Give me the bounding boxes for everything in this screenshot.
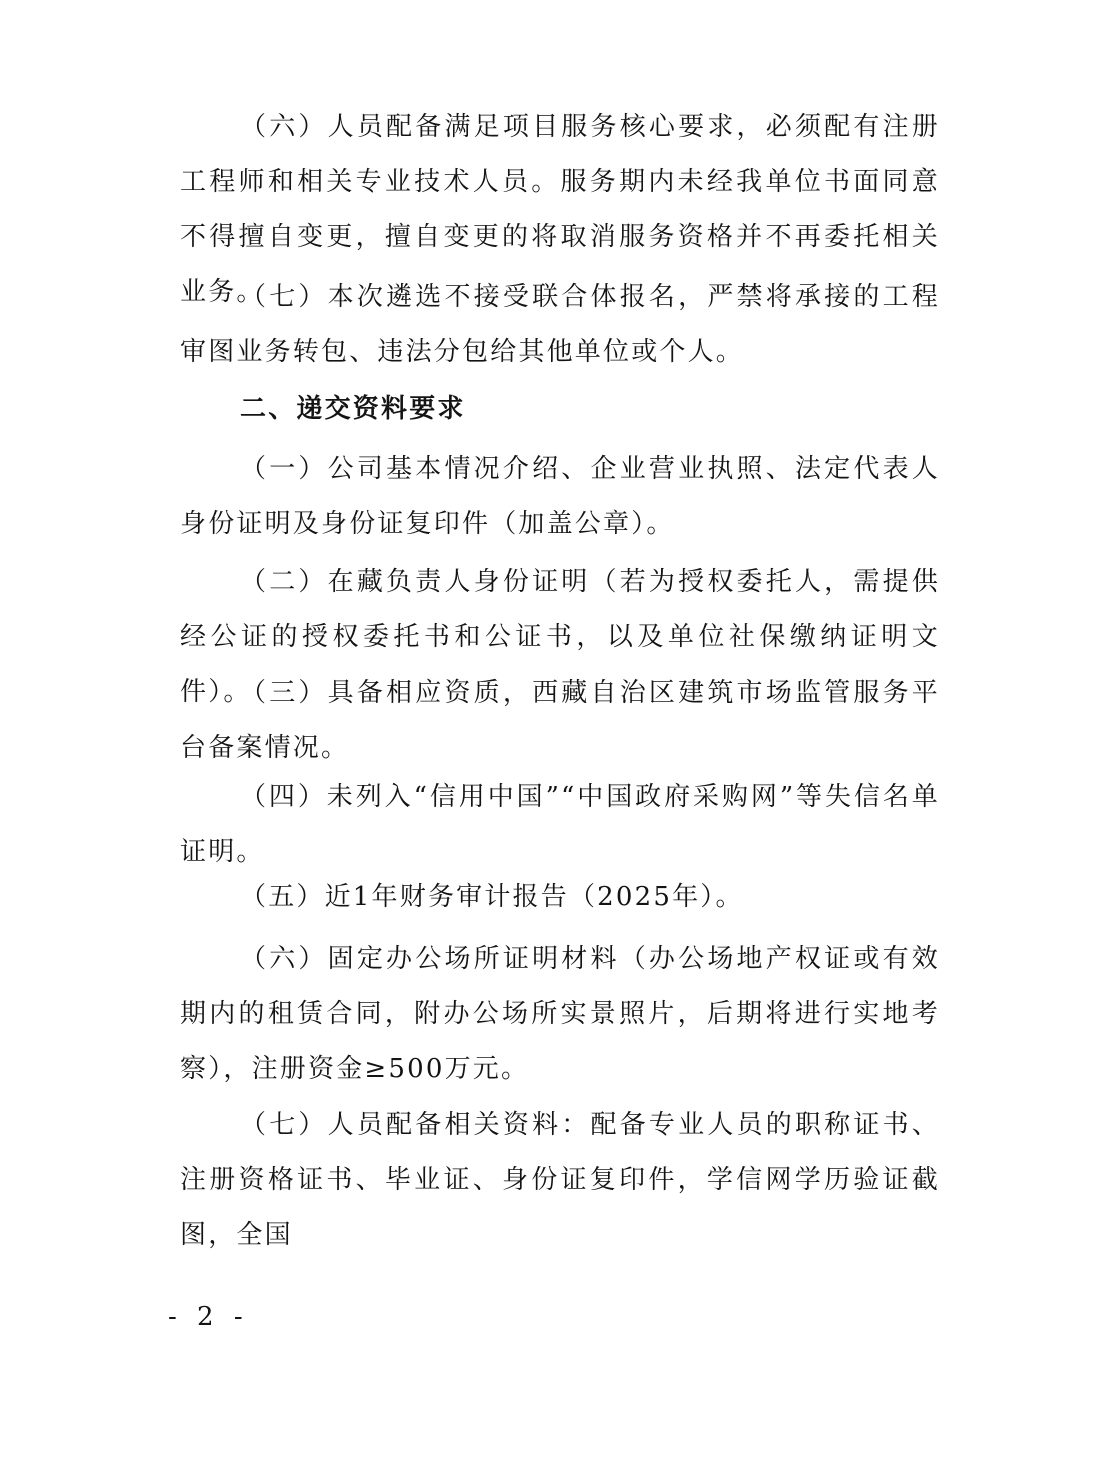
requirement-item-4: （四）未列入“信用中国”“中国政府采购网”等失信名单证明。 [180,782,940,867]
section-heading: 二、递交资料要求 [240,394,466,424]
requirement-item-2: （二）在藏负责人身份证明（若为授权委托人，需提供经公证的授权委托书和公证书，以及单位社保缴纳证明文件）。 [180,567,940,707]
page-number: - 2 - [168,1302,249,1332]
requirement-item-1: （一）公司基本情况介绍、企业营业执照、法定代表人身份证明及身份证复印件（加盖公章）。 [180,454,940,539]
requirement-item-7: （七）人员配备相关资料：配备专业人员的职称证书、注册资格证书、毕业证、身份证复印件，学信网学历验证截图，全国 [180,1110,940,1250]
requirement-item-6: （六）固定办公场所证明材料（办公场地产权证或有效期内的租赁合同，附办公场所实景照片，后期将进行实地考察），注册资金≥500万元。 [180,944,940,1084]
requirement-item-5: （五）近1年财务审计报告（2025年）。 [240,882,744,912]
paragraph-personnel: （六）人员配备满足项目服务核心要求，必须配有注册工程师和相关专业技术人员。服务期内未经我单位书面同意不得擅自变更，擅自变更的将取消服务资格并不再委托相关业务。 [180,112,940,307]
requirement-item-3: （三）具备相应资质，西藏自治区建筑市场监管服务平台备案情况。 [180,678,940,763]
paragraph-no-consortium: （七）本次遴选不接受联合体报名，严禁将承接的工程审图业务转包、违法分包给其他单位或个人。 [180,282,940,367]
